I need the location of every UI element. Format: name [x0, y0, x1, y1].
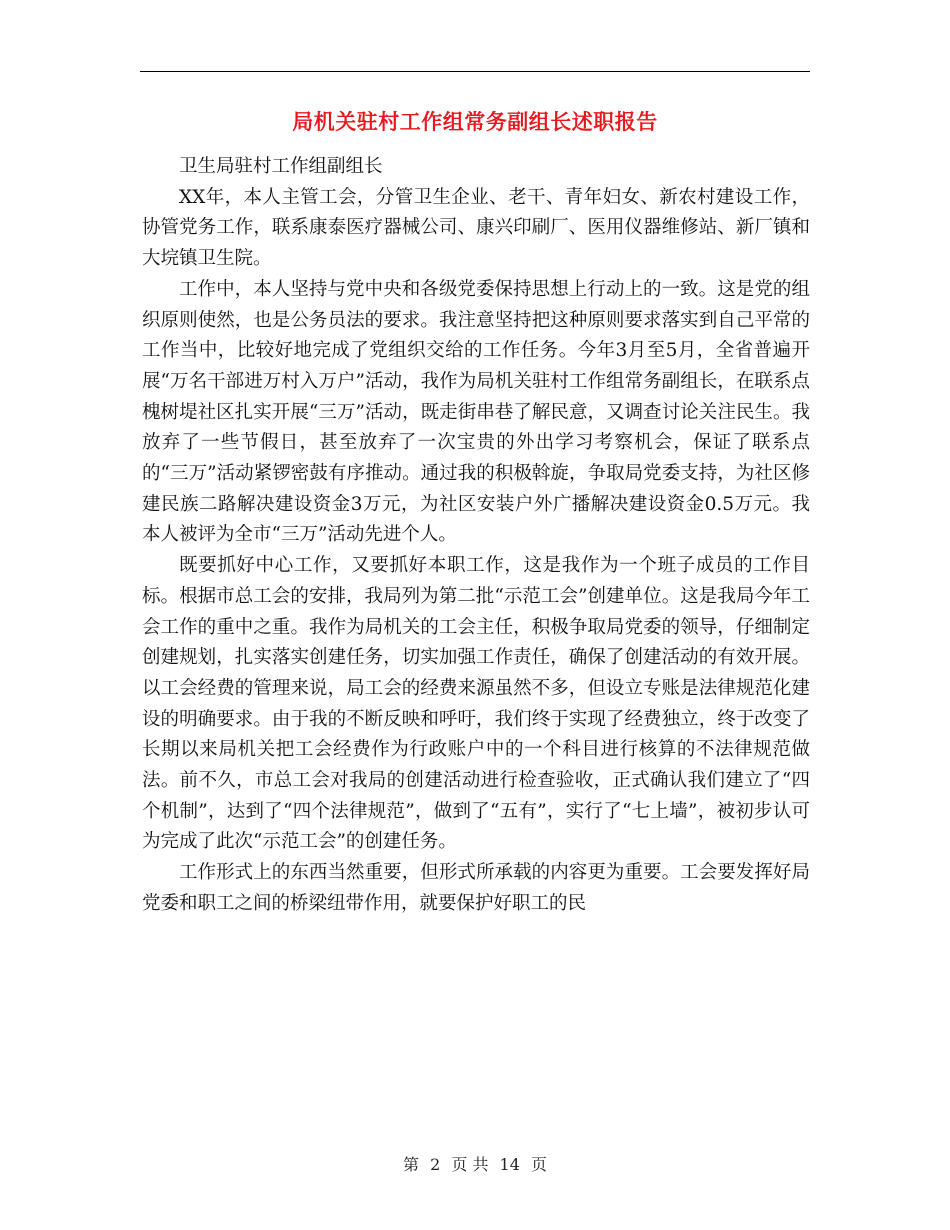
document-body — [142, 152, 810, 920]
footer-suffix: 页 — [531, 1155, 548, 1174]
header-rule — [140, 71, 810, 72]
paragraph: 工作形式上的东西当然重要，但形式所承载的内容更为重要。工会要发挥好局党委和职工之间的桥梁纽带作用，就要保护好职工的民 — [142, 862, 810, 914]
current-page-number: 2 — [430, 1155, 441, 1174]
paragraph-subtitle: 卫生局驻村工作组副组长 — [179, 156, 383, 177]
paragraph: XX年，本人主管工会，分管卫生企业、老干、青年妇女、新农村建设工作，协管党务工作，联系康泰医疗器械公司、康兴印刷厂、医用仪器维修站、新厂镇和大垸镇卫生院。 — [142, 186, 810, 270]
footer-prefix: 第 — [402, 1155, 419, 1174]
page-footer — [140, 1152, 810, 1175]
paragraph: 工作中，本人坚持与党中央和各级党委保持思想上行动上的一致。这是党的组织原则使然，也是公务员法的要求。我注意坚持把这种原则要求落实到自己平常的工作当中，比较好地完成了党组织交给的工作任务。今年3月至5月，全省普遍开展“万名干部进万村入万户”活动，我作为局机关驻村工作组常务副组长，在联系点槐树堤社区扎实开展“三万”活动，既走街串巷了解民意，又调查讨论关注民生。我放弃了一些节假日，甚至放弃了一次宝贵的外出学习考察机会，保证了联系点的“三万”活动紧锣密鼓有序推动。通过我的积极斡旋，争取局党委支持，为社区修建民族二路解决建设资金3万元，为社区安装户外广播解决建设资金0.5万元。我本人被评为全市“三万”活动先进个人。 — [142, 278, 810, 546]
total-pages-number: 14 — [499, 1155, 520, 1174]
paragraph: 既要抓好中心工作，又要抓好本职工作，这是我作为一个班子成员的工作目标。根据市总工会的安排，我局列为第二批“示范工会”创建单位。这是我局今年工会工作的重中之重。我作为局机关的工会主任，积极争取局党委的领导，仔细制定创建规划，扎实落实创建任务，切实加强工作责任，确保了创建活动的有效开展。以工会经费的管理来说，局工会的经费来源虽然不多，但设立专账是法律规范化建设的明确要求。由于我的不断反映和呼吁，我们终于实现了经费独立，终于改变了长期以来局机关把工会经费作为行政账户中的一个科目进行核算的不法律规范做法。前不久，市总工会对我局的创建活动进行检查验收，正式确认我们建立了“四个机制”，达到了“四个法律规范”，做到了“五有”，实行了“七上墙”，被初步认可为完成了此次“示范工会”的创建任务。 — [142, 555, 810, 853]
footer-middle: 页 共 — [451, 1155, 489, 1174]
document-title: 局机关驻村工作组常务副组长述职报告 — [292, 109, 658, 134]
